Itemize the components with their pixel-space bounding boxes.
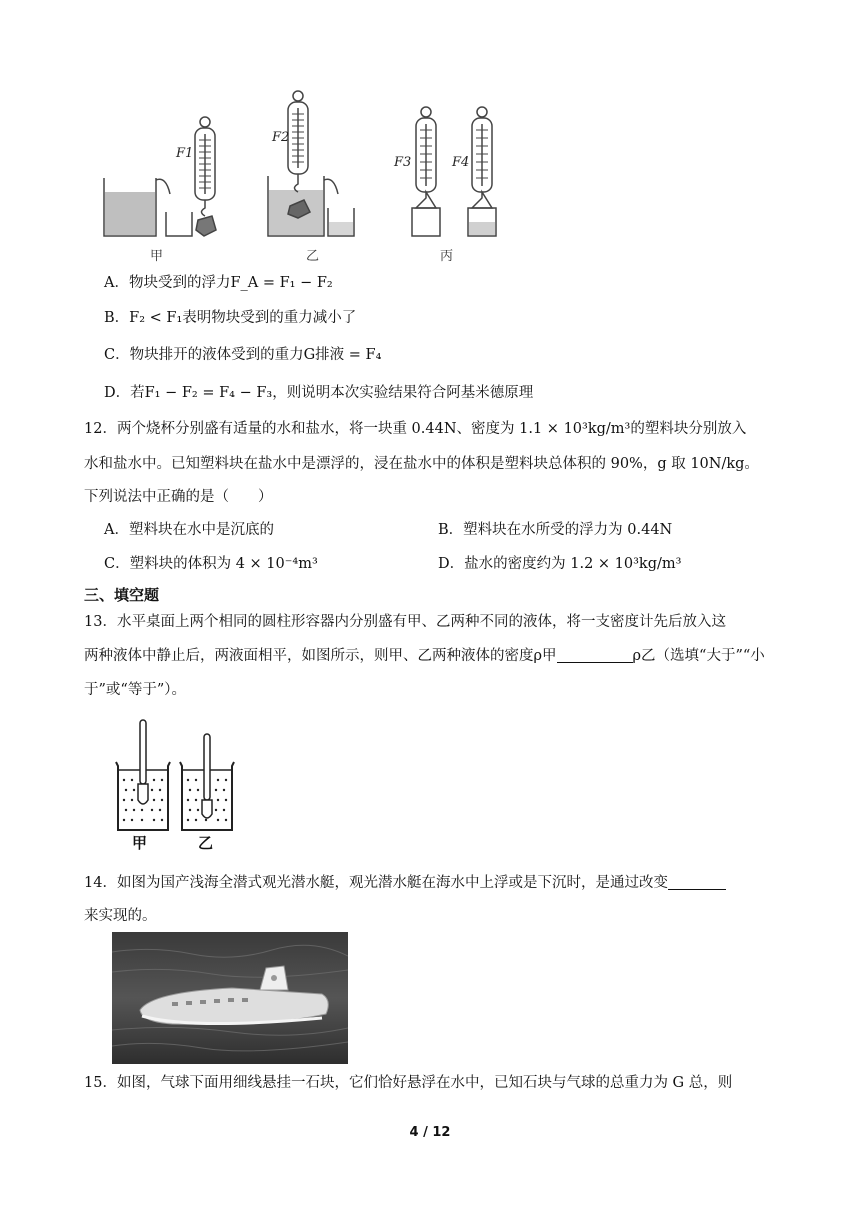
q12-option-c: C．塑料块的体积为 4 × 10⁻⁴m³: [104, 556, 318, 572]
q14-answer-blank[interactable]: [668, 873, 726, 890]
caption-yi-13: 乙: [198, 834, 214, 852]
caption-jia: 甲: [150, 249, 164, 264]
buoyancy-experiment-figure: [100, 88, 500, 268]
page-number: 4 / 12: [409, 1125, 451, 1140]
q12-stem-line3: 下列说法中正确的是（ ）: [84, 489, 273, 505]
caption-bing: 丙: [440, 249, 454, 264]
caption-jia-13: 甲: [132, 834, 148, 852]
q15-line1: 15．如图，气球下面用细线悬挂一石块，它们恰好悬浮在水中，已知石块与气球的总重力为 G 总，则: [84, 1075, 733, 1091]
label-f3: F3: [394, 155, 412, 170]
q11-option-b: B．F₂ < F₁表明物块受到的重力减小了: [104, 310, 357, 326]
q11-option-c: C．物块排开的液体受到的重力G排液 = F₄: [104, 347, 382, 363]
q14-line2: 来实现的。: [84, 908, 157, 924]
section-heading: 三、填空题: [84, 586, 160, 604]
q12-stem-line2: 水和盐水中。已知塑料块在盐水中是漂浮的，浸在盐水中的体积是塑料块总体积的 90%，g 取 10N/kg。: [84, 456, 759, 472]
submarine-photo: [112, 932, 348, 1064]
label-f2: F2: [272, 130, 290, 145]
label-f4: F4: [452, 155, 470, 170]
setup-yi: [268, 91, 354, 236]
q12-option-b: B．塑料块在水所受的浮力为 0.44N: [438, 522, 673, 538]
q13-line1: 13．水平桌面上两个相同的圆柱形容器内分别盛有甲、乙两种不同的液体，将一支密度计先后放入这: [84, 614, 726, 630]
label-f1: F1: [176, 146, 194, 161]
caption-yi: 乙: [306, 249, 320, 264]
q13-answer-blank[interactable]: [557, 646, 633, 663]
q12-option-d: D．盐水的密度约为 1.2 × 10³kg/m³: [438, 556, 682, 572]
q13-line2-tail: ρ乙（选填“大于”“小: [632, 648, 765, 664]
q14-line1-text: 14．如图为国产浅海全潜式观光潜水艇，观光潜水艇在海水中上浮或是下沉时，是通过改变: [84, 875, 668, 891]
q12-stem-line1: 12．两个烧杯分别盛有适量的水和盐水，将一块重 0.44N、密度为 1.1 × 10³kg/m³的塑料块分别放入: [84, 421, 747, 437]
q12-option-a: A．塑料块在水中是沉底的: [104, 522, 274, 538]
q11-option-a: A．物块受到的浮力F_A = F₁ − F₂: [104, 275, 333, 291]
setup-bing: [412, 107, 496, 236]
hydrometer-jia: [138, 720, 148, 804]
q13-line2-text: 两种液体中静止后，两液面相平，如图所示，则甲、乙两种液体的密度ρ甲: [84, 648, 557, 664]
hydrometer-yi: [202, 734, 212, 818]
q11-option-d: D．若F₁ − F₂ = F₄ − F₃，则说明本次实验结果符合阿基米德原理: [104, 385, 534, 401]
q13-line2: [84, 645, 765, 667]
q14-line1: [84, 872, 726, 894]
q13-line3: 于”或“等于”）。: [84, 682, 186, 698]
